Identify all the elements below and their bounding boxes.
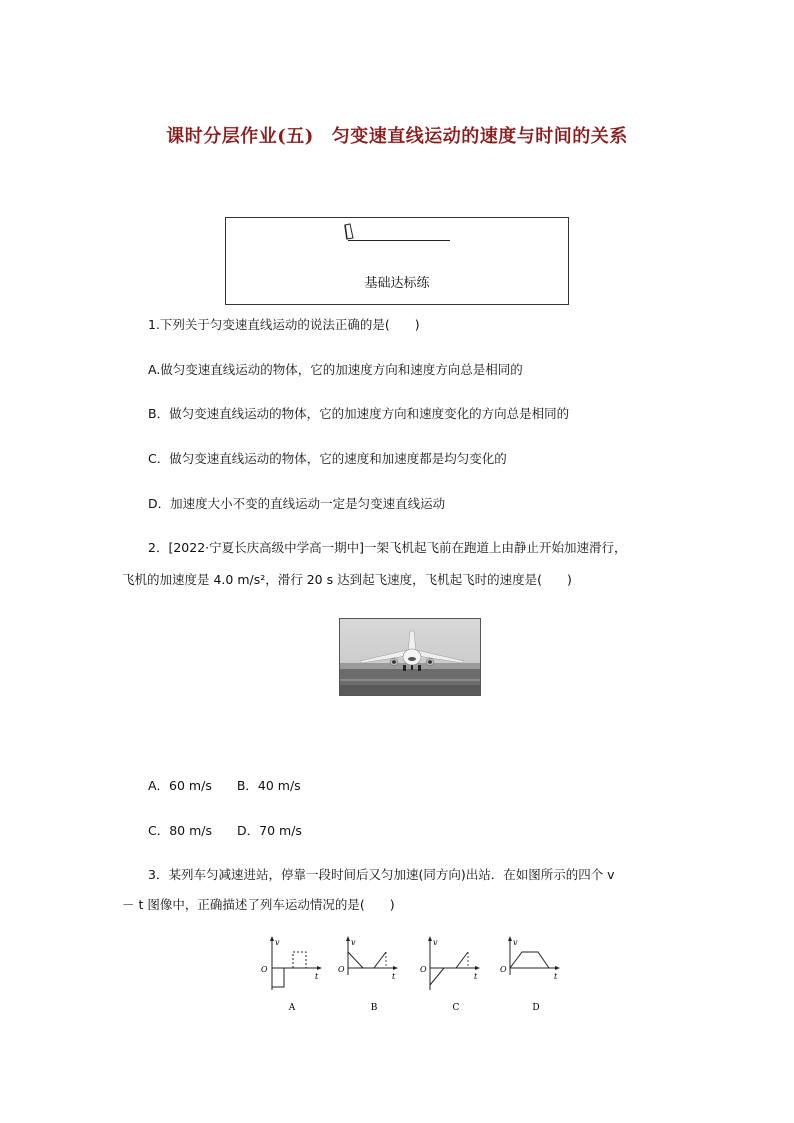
q3-stem-line2: － t 图像中，正确描述了列车运动情况的是( ) <box>122 897 395 912</box>
section-deco-line <box>348 240 450 241</box>
title-series: 课时分层作业(五) <box>166 126 314 147</box>
airplane-photo <box>339 618 481 696</box>
graph-d-label: D <box>532 1003 540 1013</box>
q1-option-a: A.做匀变速直线运动的物体，它的加速度方向和速度方向总是相同的 <box>148 362 523 377</box>
book-page-icon <box>342 223 356 241</box>
graph-c-origin: O <box>420 965 427 974</box>
graph-b-axis-v: v <box>351 938 356 947</box>
graph-a-label: A <box>288 1003 296 1013</box>
q1-option-d: D．加速度大小不变的直线运动一定是匀变速直线运动 <box>148 496 446 511</box>
graph-a-axis-v: v <box>275 938 280 947</box>
graph-b-origin: O <box>338 965 345 974</box>
vt-graph-b <box>338 936 398 1013</box>
section-label: 基础达标练 <box>364 276 430 291</box>
q2-options-row2: C．80 m/s D．70 m/s <box>148 823 302 838</box>
graph-a-axis-t: t <box>315 972 319 981</box>
vt-graph-d <box>500 936 560 1013</box>
vt-graph-a <box>261 936 322 1013</box>
graph-d-axis-v: v <box>513 938 518 947</box>
section-header-box <box>225 217 569 305</box>
graph-a-origin: O <box>261 965 268 974</box>
page-title <box>0 122 794 148</box>
graph-c-axis-v: v <box>433 938 438 947</box>
q1-option-b: B．做匀变速直线运动的物体，它的加速度方向和速度变化的方向总是相同的 <box>148 406 570 421</box>
graph-b-axis-t: t <box>392 972 396 981</box>
title-topic: 匀变速直线运动的速度与时间的关系 <box>331 126 628 147</box>
q2-options-row1: A．60 m/s B．40 m/s <box>148 778 301 793</box>
graph-c-label: C <box>452 1003 460 1013</box>
graph-b-label: B <box>370 1003 378 1013</box>
q2-stem-line1: 2．[2022·宁夏长庆高级中学高一期中]一架飞机起飞前在跑道上由静止开始加速滑行， <box>148 540 627 555</box>
q2-stem-line2: 飞机的加速度是 4.0 m/s²，滑行 20 s 达到起飞速度，飞机起飞时的速度是( ) <box>122 572 572 587</box>
vt-graph-c <box>420 936 480 1013</box>
q3-stem-line1: 3．某列车匀减速进站，停靠一段时间后又匀加速(同方向)出站．在如图所示的四个 v <box>148 867 615 882</box>
graph-d-axis-t: t <box>554 972 558 981</box>
vt-graphs-figure <box>258 935 568 1015</box>
graph-c-axis-t: t <box>474 972 478 981</box>
q1-stem: 1.下列关于匀变速直线运动的说法正确的是( ) <box>148 317 420 332</box>
graph-d-origin: O <box>500 965 507 974</box>
q1-option-c: C．做匀变速直线运动的物体，它的速度和加速度都是均匀变化的 <box>148 451 507 466</box>
